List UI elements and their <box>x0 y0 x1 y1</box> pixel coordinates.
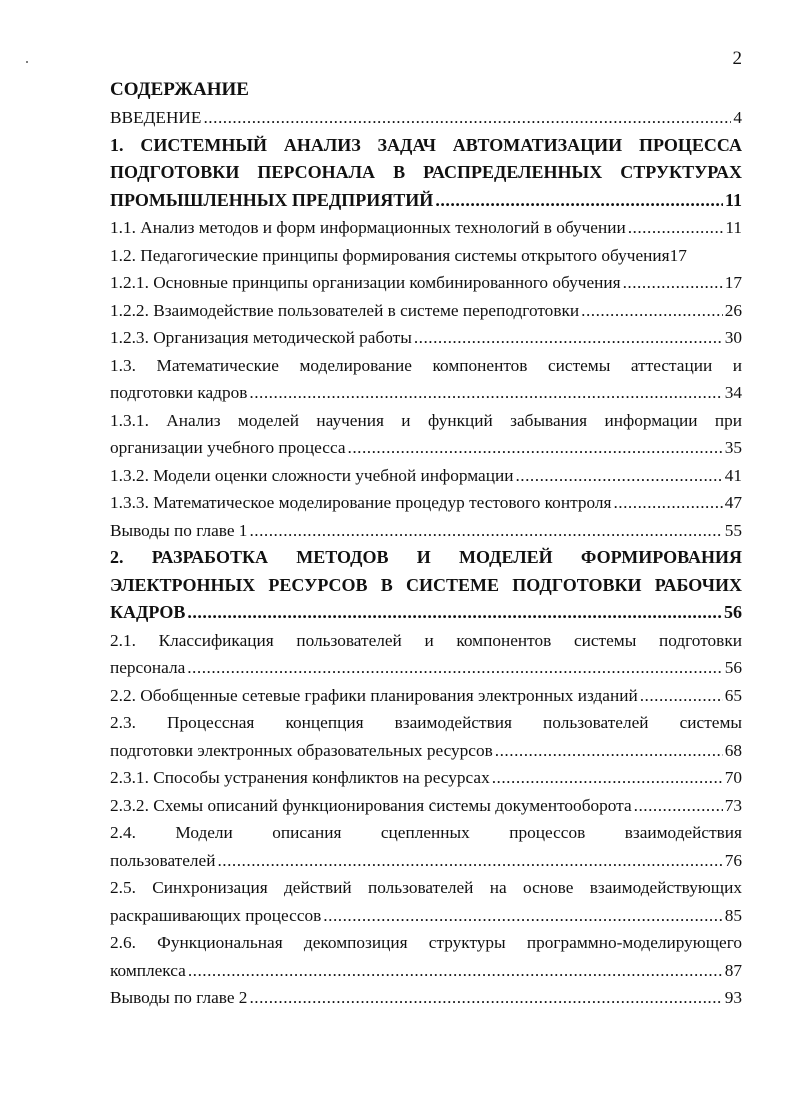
toc-page-number: 11 <box>725 218 742 237</box>
toc-entry-conclusions-1[interactable] <box>110 517 742 545</box>
toc-chapter-2-line-2[interactable]: ЭЛЕКТРОННЫХ РЕСУРСОВ В СИСТЕМЕ ПОДГОТОВКИ РАБОЧИХ <box>110 574 742 595</box>
toc-page-number: 68 <box>724 740 742 760</box>
dot-leader <box>217 847 722 875</box>
toc-entry-text: 1.2.3. Организация методической работы <box>110 328 412 347</box>
toc-page-number: 55 <box>724 520 742 540</box>
toc-entry-text: комплекса <box>110 960 186 980</box>
dot-leader <box>249 517 722 545</box>
toc-entry-1-2-2[interactable] <box>110 297 742 325</box>
toc-entry-text: 1.2. Педагогические принципы формирования системы открытого обучения <box>110 245 670 265</box>
toc-entry-text: 1.1. Анализ методов и форм информационных технологий в обучении <box>110 218 626 237</box>
toc-chapter-1-line-3[interactable] <box>110 187 742 215</box>
toc-entry-2-6-line-1[interactable]: 2.6. Функциональная декомпозиция структуры программно-моделирующего <box>110 933 742 952</box>
dot-leader <box>187 654 722 682</box>
toc-title: СОДЕРЖАНИЕ <box>110 79 249 100</box>
toc-page-number: 26 <box>724 300 742 320</box>
toc-entry-2-4-line-1[interactable]: 2.4. Модели описания сцепленных процессов взаимодействия <box>110 823 742 842</box>
toc-entry-2-5-line-1[interactable]: 2.5. Синхронизация действий пользователей на основе взаимодействующих <box>110 878 742 897</box>
dot-leader <box>188 957 723 985</box>
toc-entry-2-1-line-2[interactable] <box>110 654 742 682</box>
toc-entry-1-3-3[interactable] <box>110 489 742 517</box>
toc-entry-text: пользователей <box>110 850 216 870</box>
toc-entry-1-1[interactable] <box>110 214 742 242</box>
dot-leader <box>640 682 723 710</box>
toc-entry-text: 2.3.1. Способы устранения конфликтов на ресурсах <box>110 768 490 787</box>
toc-entry-text: ВВЕДЕНИЕ <box>110 108 202 127</box>
dot-leader <box>613 489 722 517</box>
toc-entry-text: Выводы по главе 2 <box>110 988 248 1007</box>
table-of-contents <box>110 74 742 1012</box>
toc-page-number: 93 <box>724 988 742 1007</box>
toc-entry-text: ПРОМЫШЛЕННЫХ ПРЕДПРИЯТИЙ <box>110 189 434 210</box>
toc-page-number: 56 <box>724 658 742 677</box>
toc-page-number: 11 <box>724 189 742 210</box>
dot-leader <box>581 297 723 325</box>
toc-entry-1-3-line-1[interactable]: 1.3. Математические моделирование компонентов системы аттестации и <box>110 355 742 375</box>
toc-entry-2-1-line-1[interactable]: 2.1. Классификация пользователей и компонентов системы подготовки <box>110 630 742 650</box>
dot-leader <box>249 379 722 407</box>
toc-entry-text: 2.2. Обобщенные сетевые графики планирования электронных изданий <box>110 685 638 705</box>
toc-entry-2-4-line-2[interactable] <box>110 847 742 875</box>
toc-entry-text: организации учебного процесса <box>110 438 346 457</box>
toc-page-number: 76 <box>724 850 742 870</box>
toc-page-number: 56 <box>724 602 742 622</box>
toc-entry-text: Выводы по главе 1 <box>110 520 248 540</box>
toc-chapter-2-line-3[interactable] <box>110 599 742 627</box>
dot-leader <box>348 434 723 462</box>
dot-leader <box>203 104 731 132</box>
toc-page-number: 35 <box>724 438 742 457</box>
page-number: 2 <box>732 48 742 69</box>
dot-leader <box>634 792 723 820</box>
toc-page-number: 4 <box>733 108 742 127</box>
dot-leader <box>249 984 722 1012</box>
toc-entry-text: персонала <box>110 658 186 677</box>
toc-page-number: 70 <box>724 768 742 787</box>
toc-entry-2-6-line-2[interactable] <box>110 957 742 985</box>
toc-entry-text: 1.3.2. Модели оценки сложности учебной информации <box>110 465 514 485</box>
toc-entry-1-3-1-line-2[interactable] <box>110 434 742 462</box>
toc-entry-1-2[interactable] <box>110 242 742 270</box>
toc-entry-text: 1.2.1. Основные принципы организации комбинированного обучения <box>110 273 621 292</box>
toc-entry-2-3-line-1[interactable]: 2.3. Процессная концепция взаимодействия пользователей системы <box>110 713 742 732</box>
toc-entry-text: подготовки кадров <box>110 383 248 402</box>
scan-artifact <box>26 61 28 63</box>
toc-page-number: 87 <box>724 960 742 980</box>
toc-page-number: 34 <box>724 383 742 402</box>
toc-page-number: 65 <box>724 685 742 705</box>
toc-page-number: 73 <box>724 795 742 815</box>
toc-entry-1-3-2[interactable] <box>110 462 742 490</box>
dot-leader <box>323 902 722 930</box>
toc-entry-text: КАДРОВ <box>110 602 186 622</box>
toc-page-number: 85 <box>724 905 742 925</box>
toc-entry-1-3-1-line-1[interactable]: 1.3.1. Анализ моделей научения и функций забывания информации при <box>110 410 742 430</box>
dot-leader <box>515 462 722 490</box>
toc-entry-1-3-line-2[interactable] <box>110 379 742 407</box>
toc-entry-2-5-line-2[interactable] <box>110 902 742 930</box>
dot-leader <box>492 764 723 792</box>
toc-entry-text: подготовки электронных образовательных ресурсов <box>110 740 493 760</box>
dot-leader <box>623 269 723 297</box>
toc-entry-text: 1.2.2. Взаимодействие пользователей в системе переподготовки <box>110 300 580 320</box>
toc-entry-text: 2.3.2. Схемы описаний функционирования системы документооборота <box>110 795 632 815</box>
dot-leader <box>187 599 722 627</box>
dot-leader <box>628 214 724 242</box>
toc-entry-1-2-1[interactable] <box>110 269 742 297</box>
toc-entry-introduction[interactable] <box>110 104 742 132</box>
dot-leader <box>435 187 723 215</box>
toc-chapter-2-line-1[interactable]: 2. РАЗРАБОТКА МЕТОДОВ И МОДЕЛЕЙ ФОРМИРОВАНИЯ <box>110 547 742 567</box>
toc-entry-text: раскрашивающих процессов <box>110 905 322 925</box>
toc-entry-2-3-2[interactable] <box>110 792 742 820</box>
dot-leader <box>414 324 723 352</box>
toc-entry-2-3-1[interactable] <box>110 764 742 792</box>
toc-entry-text: 1.3.3. Математическое моделирование процедур тестового контроля <box>110 493 612 512</box>
toc-entry-conclusions-2[interactable] <box>110 984 742 1012</box>
toc-page-number: 17 <box>669 245 687 265</box>
toc-entry-1-2-3[interactable] <box>110 324 742 352</box>
toc-page-number: 41 <box>724 465 742 485</box>
toc-entry-2-3-line-2[interactable] <box>110 737 742 765</box>
dot-leader <box>495 737 723 765</box>
toc-chapter-1-line-2[interactable]: ПОДГОТОВКИ ПЕРСОНАЛА В РАСПРЕДЕЛЕННЫХ СТРУКТУРАХ <box>110 162 742 182</box>
toc-entry-2-2[interactable] <box>110 682 742 710</box>
toc-page-number: 47 <box>724 493 742 512</box>
toc-page-number: 30 <box>724 328 742 347</box>
toc-chapter-1-line-1[interactable]: 1. СИСТЕМНЫЙ АНАЛИЗ ЗАДАЧ АВТОМАТИЗАЦИИ ПРОЦЕССА <box>110 134 742 155</box>
toc-page-number: 17 <box>724 273 742 292</box>
